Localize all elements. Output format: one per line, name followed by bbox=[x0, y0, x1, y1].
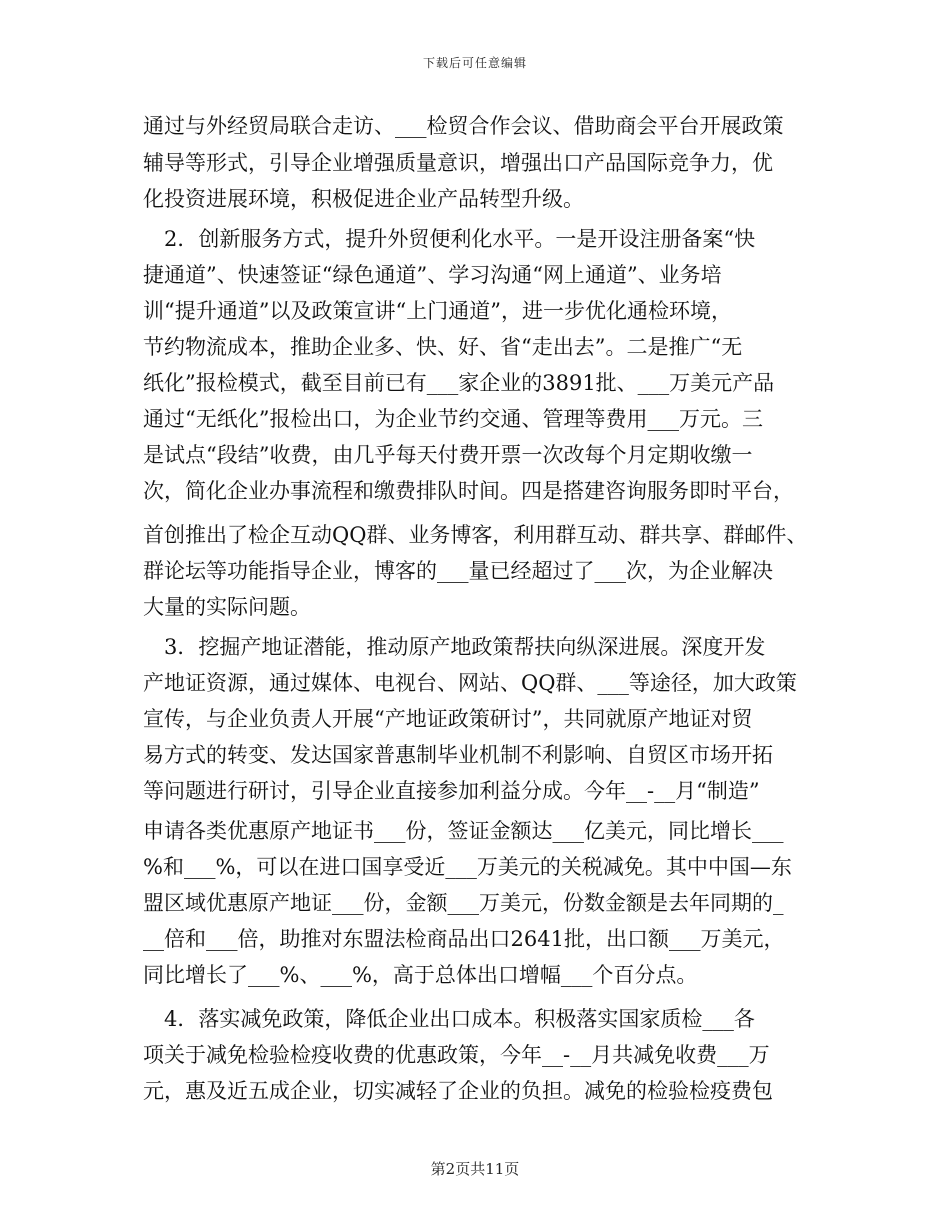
text-line: 通过“无纸化”报检出口，为企业节约交通、管理等费用___万元。三 bbox=[143, 407, 763, 431]
text-line: 捷通道”、快速签证“绿色通道”、学习沟通“网上通道”、业务培 bbox=[143, 263, 722, 287]
text-line: 次，简化企业办事流程和缴费排队时间。四是搭建咨询服务即时平台， bbox=[143, 479, 794, 503]
page-header: 下载后可任意编辑 bbox=[422, 56, 527, 70]
text-line: 首创推出了检企互动QQ群、业务博客，利用群互动、群共享、群邮件、 bbox=[143, 523, 808, 547]
page-footer: 第2页共11页 bbox=[430, 1160, 520, 1178]
text-line: 同比增长了___%、___%，高于总体出口增幅___个百分点。 bbox=[143, 963, 698, 987]
text-line: 项关于减免检验检疫收费的优惠政策，今年__-__月共减免收费___万 bbox=[143, 1043, 770, 1067]
text-line: 化投资进展环境，积极促进企业产品转型升级。 bbox=[143, 187, 584, 211]
text-line: 盟区域优惠原产地证___份，金额___万美元，份数金额是去年同期的_ bbox=[143, 891, 784, 915]
text-line: 训“提升通道”以及政策宣讲“上门通道”，进一步优化通检环境， bbox=[143, 299, 732, 323]
text-line: 产地证资源，通过媒体、电视台、网站、QQ群、___等途径，加大政策 bbox=[143, 671, 797, 695]
text-line: 3．挖掘产地证潜能，推动原产地政策帮扶向纵深进展。深度开发 bbox=[143, 635, 766, 659]
text-line: 是试点“段结”收费，由几乎每天付费开票一次改每个月定期收缴一 bbox=[143, 443, 753, 467]
text-line: 易方式的转变、发达国家普惠制毕业机制不利影响、自贸区市场开拓 bbox=[143, 743, 773, 767]
text-line: %和___%，可以在进口国享受近___万美元的关税减免。其中中国—东 bbox=[143, 855, 792, 879]
text-line: __倍和___倍，助推对东盟法检商品出口2641批，出口额___万美元， bbox=[143, 927, 785, 951]
text-line: 2．创新服务方式，提升外贸便利化水平。一是开设注册备案“快 bbox=[143, 227, 756, 251]
text-line: 元，惠及近五成企业，切实减轻了企业的负担。减免的检验检疫费包 bbox=[143, 1079, 773, 1103]
text-line: 纸化”报检模式，截至目前已有___家企业的3891批、___万美元产品 bbox=[143, 371, 775, 395]
text-line: 节约物流成本，推助企业多、快、好、省“走出去”。二是推广“无 bbox=[143, 335, 743, 359]
text-line: 通过与外经贸局联合走访、___检贸合作会议、借助商会平台开展政策 bbox=[143, 114, 784, 138]
text-line: 辅导等形式，引导企业增强质量意识，增强出口产品国际竞争力，优 bbox=[143, 151, 773, 175]
text-line: 等问题进行研讨，引导企业直接参加利益分成。今年__-__月“制造” bbox=[143, 779, 760, 803]
text-line: 4．落实减免政策，降低企业出口成本。积极落实国家质检___各 bbox=[143, 1007, 755, 1031]
text-line: 大量的实际问题。 bbox=[143, 595, 311, 619]
text-line: 宣传，与企业负责人开展“产地证政策研讨”，共同就原产地证对贸 bbox=[143, 707, 753, 731]
text-line: 群论坛等功能指导企业，博客的___量已经超过了___次，为企业解决 bbox=[143, 559, 773, 583]
text-line: 申请各类优惠原产地证书___份，签证金额达___亿美元，同比增长___ bbox=[143, 819, 784, 843]
